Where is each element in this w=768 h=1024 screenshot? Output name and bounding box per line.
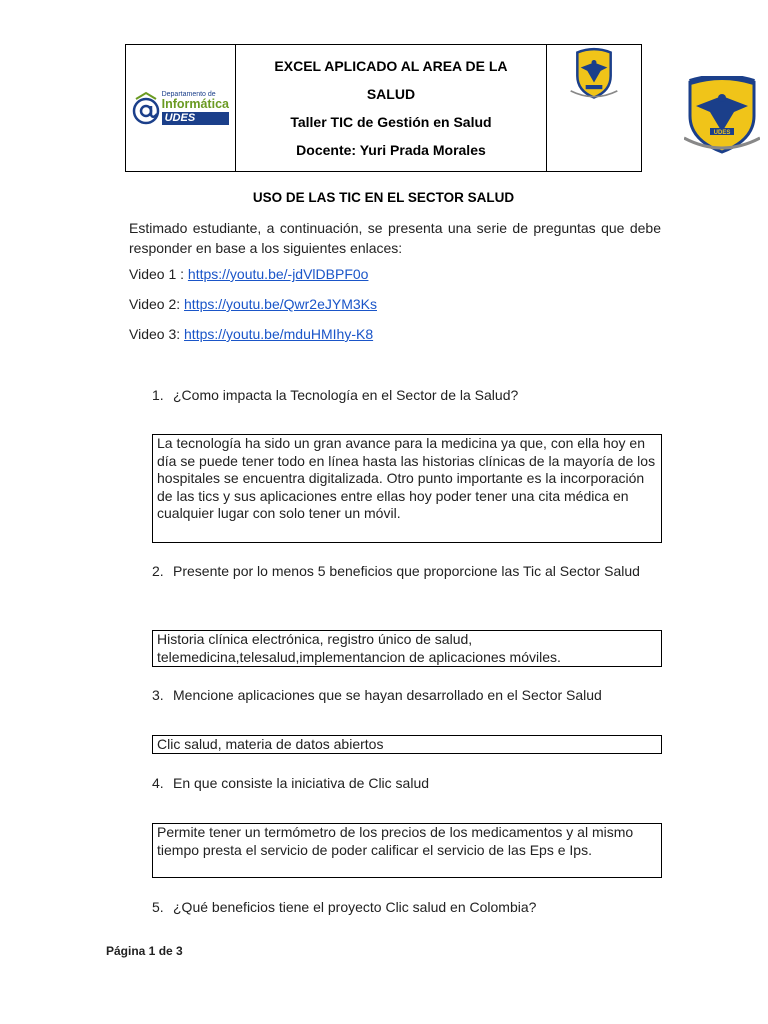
udes-crest-large (684, 76, 760, 156)
udes-crest-small (569, 47, 619, 103)
answer-box-3[interactable]: Clic salud, materia de datos abiertos (152, 735, 662, 754)
question-3 (152, 685, 652, 705)
question-4 (152, 773, 652, 793)
logo-small-text: Departamento de (161, 91, 216, 99)
logo-cell (126, 45, 236, 171)
question-text: Mencione aplicaciones que se hayan desarrollado en el Sector Salud (173, 687, 602, 703)
question-text: En que consiste la iniciativa de Clic salud (173, 775, 430, 791)
question-5 (152, 897, 652, 917)
video-2-link[interactable]: https://youtu.be/Qwr2eJYM3Ks (184, 296, 377, 312)
document-header-table (125, 44, 642, 172)
crest-cell (547, 45, 641, 171)
answer-box-4[interactable]: Permite tener un termómetro de los precios de los medicamentos y al mismo tiempo presta el servicio de poder calificar el servicio de las Eps e Ips. (152, 823, 662, 878)
video-2-line (129, 296, 377, 312)
title-line-1: EXCEL APLICADO AL AREA DE LA (274, 58, 508, 74)
page-number: Página 1 de 3 (106, 944, 183, 958)
video-3-link[interactable]: https://youtu.be/mduHMIhy-K8 (184, 326, 374, 342)
title-line-2: SALUD (366, 86, 416, 102)
title-cell (236, 45, 548, 171)
intro-paragraph: Estimado estudiante, a continuación, se presenta una serie de preguntas que debe responder en base a los siguientes enlaces: (129, 220, 661, 256)
video-1-line (129, 266, 368, 282)
question-1 (152, 385, 652, 405)
title-line-3: Taller TIC de Gestión en Salud (290, 114, 492, 130)
informatica-logo (132, 91, 229, 125)
answer-box-1[interactable]: La tecnología ha sido un gran avance para la medicina ya que, con ella hoy en día se puede tener todo en línea hasta las historias clínicas de la mayoría de los hospitales se encuentra digitalizada. Otro punto importante es la incorporación de las tics y sus aplicaciones entre ellas hoy poder tener una cita médica en cualquier lugar con solo tener un móvil. (152, 434, 662, 543)
video-1-link[interactable]: https://youtu.be/-jdVlDBPF0o (187, 266, 369, 282)
crest-label: UDES (713, 130, 731, 136)
question-number: 3. (152, 687, 164, 703)
question-number: 1. (152, 387, 164, 403)
answer-box-2[interactable]: Historia clínica electrónica, registro único de salud, telemedicina,telesalud,implementancion de aplicaciones móviles. (152, 630, 662, 667)
logo-big-text: Informática (161, 97, 229, 112)
question-text: ¿Qué beneficios tiene el proyecto Clic salud en Colombia? (173, 899, 537, 915)
video-3-line (129, 326, 373, 342)
title-line-4: Docente: Yuri Prada Morales (296, 142, 486, 158)
video-3-label: Video 3: (129, 326, 185, 342)
logo-brand: UDES (162, 112, 229, 125)
question-number: 2. (152, 563, 164, 579)
question-number: 5. (152, 899, 164, 915)
question-2 (152, 561, 652, 581)
question-number: 4. (152, 775, 164, 791)
video-2-label: Video 2: (129, 296, 185, 312)
section-title: USO DE LAS TIC EN EL SECTOR SALUD (252, 190, 515, 205)
video-1-label: Video 1 : (129, 266, 188, 282)
question-text: ¿Como impacta la Tecnología en el Sector de la Salud? (173, 387, 519, 403)
at-sign-icon (132, 91, 160, 125)
question-text: Presente por lo menos 5 beneficios que proporcione las Tic al Sector Salud (173, 563, 640, 579)
